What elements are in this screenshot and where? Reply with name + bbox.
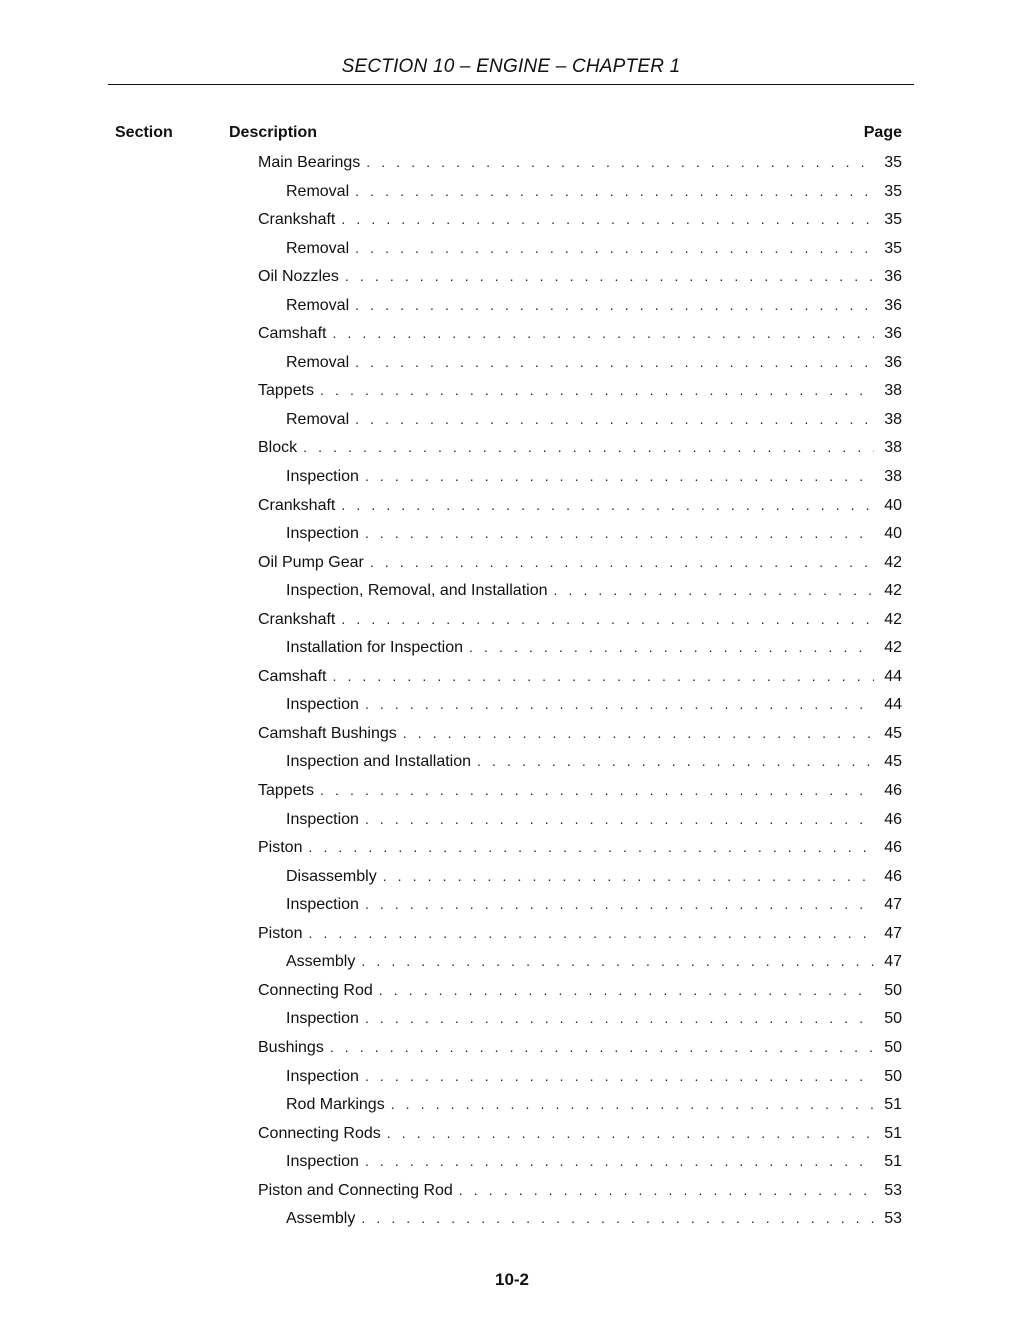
- toc-entry[interactable]: [258, 491, 902, 520]
- toc-entry-page: 46: [884, 839, 902, 857]
- toc-entry-label: Assembly: [286, 953, 356, 971]
- toc-entry[interactable]: [258, 1090, 902, 1119]
- toc-entry[interactable]: [258, 976, 902, 1005]
- toc-entry[interactable]: [258, 662, 902, 691]
- dot-leader: [303, 433, 874, 462]
- dot-leader: [391, 1090, 874, 1119]
- toc-entry-page: 45: [884, 753, 902, 771]
- toc-entry-page: 35: [884, 154, 902, 171]
- toc-entry-label: Assembly: [286, 1210, 356, 1228]
- toc-entry-label: Inspection: [286, 468, 359, 486]
- toc-entry-label: Installation for Inspection: [286, 639, 463, 657]
- toc-entry[interactable]: [258, 234, 902, 263]
- toc-entry-label: Crankshaft: [258, 211, 336, 229]
- toc-entry-label: Disassembly: [286, 867, 377, 885]
- toc-entry[interactable]: [258, 433, 902, 462]
- toc-entry-label: Inspection: [286, 1153, 359, 1171]
- dot-leader: [459, 1176, 874, 1205]
- toc-entry-label: Oil Nozzles: [258, 268, 339, 286]
- toc-entry-page: 51: [884, 1153, 902, 1171]
- dot-leader: [361, 1204, 874, 1233]
- toc-entry-page: 36: [884, 353, 902, 371]
- toc-entry-page: 38: [884, 468, 902, 486]
- toc-entry-label: Removal: [286, 239, 350, 257]
- toc-entry-label: Inspection: [286, 525, 359, 543]
- dot-leader: [370, 548, 874, 577]
- column-header-section: Section: [115, 124, 173, 141]
- toc-entry[interactable]: [258, 833, 902, 862]
- toc-entry[interactable]: [258, 862, 902, 891]
- toc-entry[interactable]: [258, 462, 902, 491]
- dot-leader: [477, 747, 874, 776]
- toc-entry[interactable]: [258, 719, 902, 748]
- column-header-description: Description: [229, 124, 318, 141]
- toc-entry-page: 46: [884, 810, 902, 828]
- toc-entry-label: Removal: [286, 410, 350, 428]
- toc-entry-page: 40: [884, 496, 902, 514]
- toc-entry-page: 36: [884, 325, 902, 343]
- dot-leader: [365, 890, 874, 919]
- toc-entry-page: 50: [884, 1038, 902, 1056]
- toc-entry-label: Connecting Rods: [258, 1124, 381, 1142]
- toc-entry-label: Inspection: [286, 896, 359, 914]
- toc-entry[interactable]: [258, 548, 902, 577]
- dot-leader: [379, 976, 874, 1005]
- toc-entry-page: 50: [884, 981, 902, 999]
- toc-entry[interactable]: [258, 405, 902, 434]
- dot-leader: [553, 576, 874, 605]
- toc-entry-page: 40: [884, 525, 902, 543]
- toc-entry-page: 46: [884, 782, 902, 800]
- toc-entry-label: Inspection: [286, 1010, 359, 1028]
- toc-entry-label: Inspection and Installation: [286, 753, 472, 771]
- toc-entry-label: Piston and Connecting Rod: [258, 1181, 453, 1199]
- toc-entry-label: Main Bearings: [258, 154, 361, 171]
- toc-entry[interactable]: [258, 805, 902, 834]
- dot-leader: [355, 291, 874, 320]
- toc-entry-page: 38: [884, 382, 902, 400]
- toc-entry[interactable]: [258, 1119, 902, 1148]
- toc-entry[interactable]: [258, 1147, 902, 1176]
- dot-leader: [341, 605, 874, 634]
- toc-entry-page: 47: [884, 896, 902, 914]
- toc-entry-page: 47: [884, 953, 902, 971]
- dot-leader: [365, 1062, 874, 1091]
- toc-entry[interactable]: [258, 947, 902, 976]
- toc-entry[interactable]: [258, 205, 902, 234]
- toc-entry-page: 36: [884, 296, 902, 314]
- toc-entry-page: 38: [884, 439, 902, 457]
- toc-entry[interactable]: [258, 776, 902, 805]
- dot-leader: [365, 1004, 874, 1033]
- dot-leader: [345, 262, 874, 291]
- toc-entry[interactable]: [258, 1004, 902, 1033]
- toc-entry-label: Camshaft: [258, 667, 327, 685]
- dot-leader: [308, 833, 874, 862]
- dot-leader: [366, 148, 874, 177]
- dot-leader: [332, 662, 874, 691]
- toc-entry-page: 38: [884, 410, 902, 428]
- toc-entry[interactable]: [258, 605, 902, 634]
- dot-leader: [355, 348, 874, 377]
- toc-entry-page: 44: [884, 696, 902, 714]
- toc-entry-page: 35: [884, 182, 902, 200]
- toc-entry-page: 47: [884, 924, 902, 942]
- table-of-contents: [258, 148, 902, 1233]
- toc-entry-label: Connecting Rod: [258, 981, 373, 999]
- toc-entry[interactable]: [258, 148, 902, 177]
- toc-entry-page: 42: [884, 582, 902, 600]
- toc-entry-page: 36: [884, 268, 902, 286]
- dot-leader: [320, 776, 874, 805]
- dot-leader: [365, 805, 874, 834]
- dot-leader: [469, 633, 874, 662]
- toc-entry-page: 44: [884, 667, 902, 685]
- toc-entry-label: Piston: [258, 839, 303, 857]
- dot-leader: [403, 719, 874, 748]
- toc-entry[interactable]: [258, 291, 902, 320]
- toc-entry[interactable]: [258, 690, 902, 719]
- toc-entry[interactable]: [258, 747, 902, 776]
- dot-leader: [355, 177, 874, 206]
- toc-entry-label: Tappets: [258, 382, 315, 400]
- toc-entry[interactable]: [258, 519, 902, 548]
- toc-entry[interactable]: [258, 1176, 902, 1205]
- toc-entry-label: Removal: [286, 353, 350, 371]
- toc-entry-label: Crankshaft: [258, 496, 336, 514]
- toc-entry[interactable]: [258, 376, 902, 405]
- toc-entry[interactable]: [258, 919, 902, 948]
- toc-entry[interactable]: [258, 576, 902, 605]
- toc-entry[interactable]: [258, 890, 902, 919]
- dot-leader: [365, 690, 874, 719]
- toc-entry-label: Oil Pump Gear: [258, 553, 364, 571]
- toc-entry-label: Removal: [286, 182, 350, 200]
- toc-entry-label: Camshaft Bushings: [258, 724, 397, 742]
- dot-leader: [365, 519, 874, 548]
- header-divider: [108, 84, 914, 85]
- toc-entry-page: 50: [884, 1010, 902, 1028]
- toc-entry-page: 45: [884, 724, 902, 742]
- toc-entry-label: Bushings: [258, 1038, 324, 1056]
- toc-entry[interactable]: [258, 1204, 902, 1233]
- toc-entry[interactable]: [258, 348, 902, 377]
- dot-leader: [341, 491, 874, 520]
- toc-entry-page: 50: [884, 1067, 902, 1085]
- toc-entry-page: 42: [884, 553, 902, 571]
- toc-entry-page: 51: [884, 1124, 902, 1142]
- toc-entry[interactable]: [258, 1062, 902, 1091]
- toc-entry-label: Removal: [286, 296, 350, 314]
- page-number: 10-2: [494, 1270, 530, 1289]
- dot-leader: [355, 234, 874, 263]
- toc-entry[interactable]: [258, 319, 902, 348]
- toc-entry[interactable]: [258, 177, 902, 206]
- toc-entry-page: 53: [884, 1210, 902, 1228]
- toc-entry-label: Rod Markings: [286, 1096, 385, 1114]
- toc-entry-page: 53: [884, 1181, 902, 1199]
- toc-entry[interactable]: [258, 1033, 902, 1062]
- dot-leader: [332, 319, 874, 348]
- toc-entry-label: Crankshaft: [258, 610, 336, 628]
- toc-entry-label: Tappets: [258, 782, 315, 800]
- toc-entry-label: Inspection, Removal, and Installation: [286, 582, 548, 600]
- toc-entry[interactable]: [258, 262, 902, 291]
- dot-leader: [330, 1033, 874, 1062]
- dot-leader: [365, 1147, 874, 1176]
- toc-entry-page: 42: [884, 610, 902, 628]
- dot-leader: [365, 462, 874, 491]
- toc-entry-page: 42: [884, 639, 902, 657]
- dot-leader: [383, 862, 874, 891]
- toc-entry-label: Inspection: [286, 1067, 359, 1085]
- dot-leader: [361, 947, 874, 976]
- dot-leader: [355, 405, 874, 434]
- toc-entry-label: Piston: [258, 924, 303, 942]
- toc-entry-page: 46: [884, 867, 902, 885]
- toc-entry-label: Camshaft: [258, 325, 327, 343]
- toc-entry-page: 51: [884, 1096, 902, 1114]
- toc-entry[interactable]: [258, 633, 902, 662]
- toc-entry-label: Block: [258, 439, 298, 457]
- toc-entry-label: Inspection: [286, 810, 359, 828]
- dot-leader: [320, 376, 874, 405]
- toc-entry-page: 35: [884, 211, 902, 229]
- toc-entry-page: 35: [884, 239, 902, 257]
- dot-leader: [308, 919, 874, 948]
- dot-leader: [387, 1119, 874, 1148]
- dot-leader: [341, 205, 874, 234]
- toc-entry-label: Inspection: [286, 696, 359, 714]
- chapter-heading: SECTION 10 – ENGINE – CHAPTER 1: [341, 56, 681, 77]
- column-header-page: Page: [863, 124, 902, 141]
